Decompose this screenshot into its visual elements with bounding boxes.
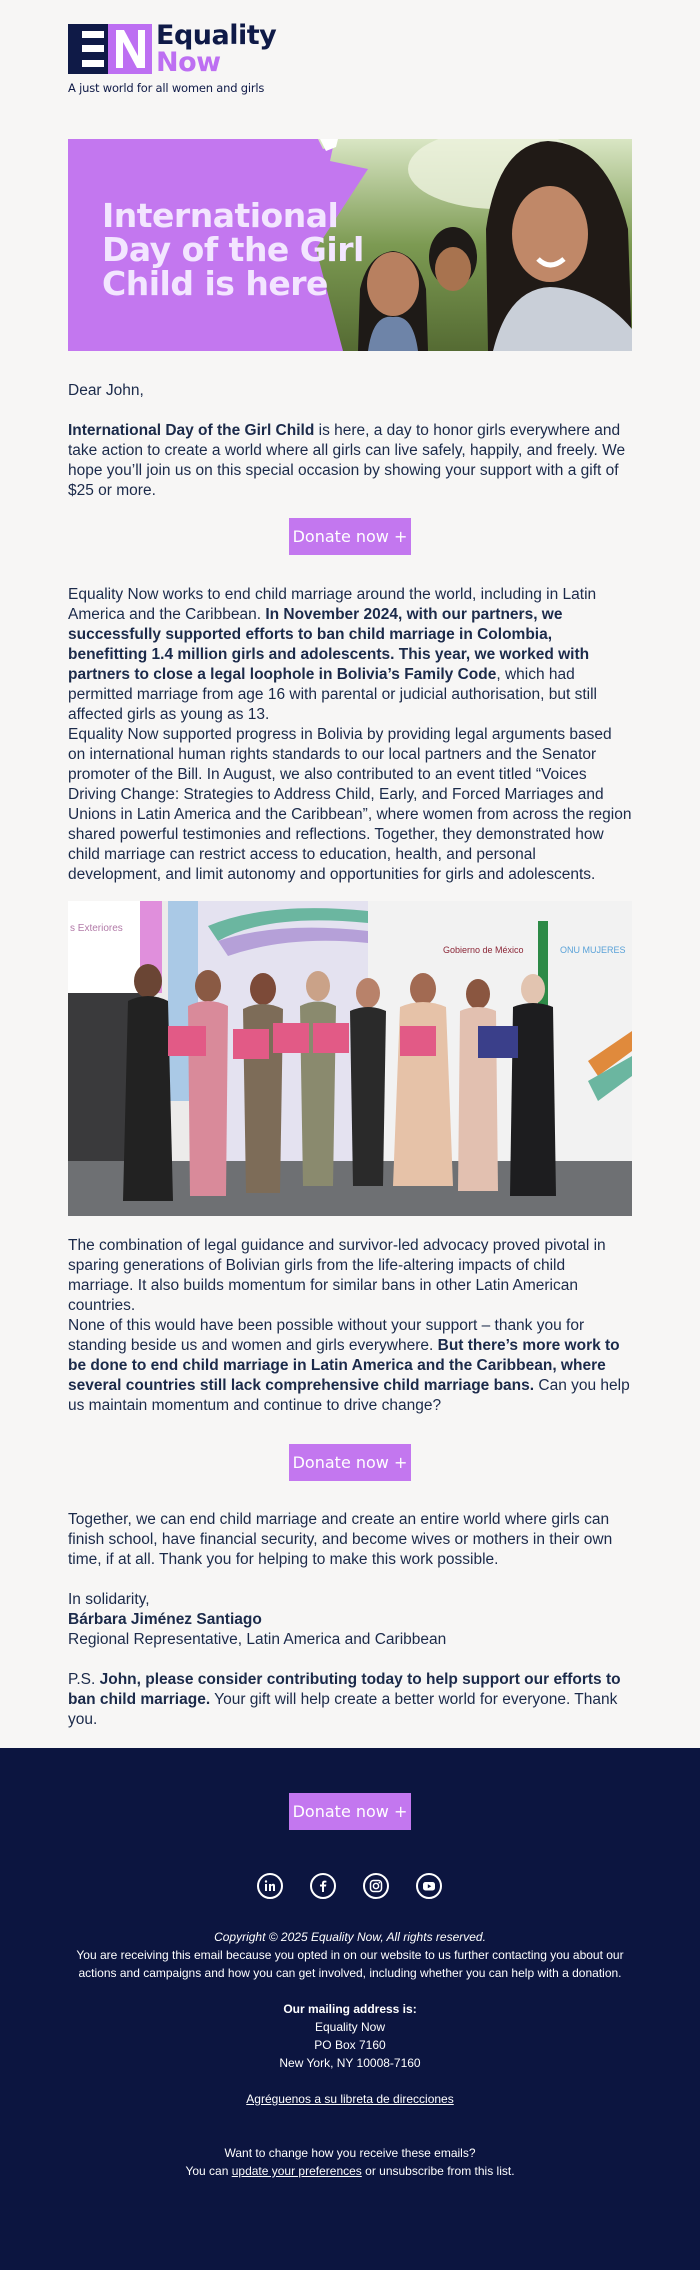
equality-now-logo[interactable] bbox=[68, 20, 328, 98]
p5-bold: But there’s more work to be done to end child marriage in Latin America and the Caribbean, where several countries still lack comprehensive child marriage bans. bbox=[68, 1337, 620, 1394]
add-to-address-book-link[interactable]: Agréguenos a su libreta de direcciones bbox=[246, 2092, 454, 2106]
sign-left-text: s Exteriores bbox=[70, 923, 123, 934]
postscript bbox=[68, 1670, 632, 1730]
prefs-prefix: You can bbox=[185, 2164, 232, 2178]
intro-text: is here, a day to honor girls everywhere and take action to create a world where all girls can live safely, happily, and freely. We hope you’ll join us on this special occasion by showing your support with a gift of $25 or more. bbox=[68, 422, 626, 499]
logo-wordmark bbox=[156, 22, 276, 76]
copyright: Copyright © 2025 Equality Now, All rights reserved. bbox=[214, 1930, 486, 1944]
youtube-icon[interactable] bbox=[416, 1873, 442, 1899]
add-contacts-row bbox=[60, 2090, 640, 2108]
logo-tagline: A just world for all women and girls bbox=[68, 81, 265, 95]
ps-bold: John, please consider contributing today to help support our efforts to ban child marriage. bbox=[68, 1671, 621, 1708]
p2-end: , which had permitted marriage from age 16 with parental or judicial authorisation, but still affected girls as young as 13. bbox=[68, 666, 597, 723]
address-line-1: Equality Now bbox=[314, 2020, 386, 2034]
address-line-3: New York, NY 10008-7160 bbox=[279, 2056, 421, 2070]
intro-paragraph bbox=[68, 421, 632, 501]
logo-word-equality: Equality bbox=[156, 20, 277, 51]
footer bbox=[0, 1748, 700, 2270]
paragraph-bolivia-progress: Equality Now supported progress in Bolivia by providing legal arguments based on international human rights standards to our local partners and the Senator promoter of the Bill. In August, we also contributed to an event titled “Voices Driving Change: Strategies to Address Child, Early, and Forced Marriages and Unions in Latin America and the Caribbean”, where women from across the region shared powerful testimonies and reflections. Together, they demonstrated how child marriage can restrict access to education, health, and personal development, and limit autonomy and opportunities for girls and adolescents. bbox=[68, 726, 632, 883]
ps-prefix: P.S. bbox=[68, 1671, 100, 1688]
preferences-row bbox=[60, 2162, 640, 2180]
p5-intro: None of this would have been possible without your support – thank you for standing beside us and women and girls everywhere. bbox=[68, 1317, 585, 1354]
paragraph-colombia-bolivia bbox=[68, 585, 632, 725]
p5-end: Can you help us maintain momentum and continue to drive change? bbox=[68, 1377, 630, 1414]
mailing-address-heading: Our mailing address is: bbox=[283, 2002, 417, 2016]
instagram-icon[interactable] bbox=[363, 1873, 389, 1899]
sign-onu-text: ONU MUJERES bbox=[560, 945, 626, 955]
linkedin-icon[interactable] bbox=[257, 1873, 283, 1899]
paragraph-support bbox=[68, 1316, 632, 1416]
paragraph-legal-guidance: The combination of legal guidance and survivor-led advocacy proved pivotal in sparing generations of Bolivian girls from the life-altering impacts of child marriage. It also builds momentum for similar bans in other Latin American countries. bbox=[68, 1237, 606, 1314]
p2-bold: In November 2024, with our partners, we successfully supported efforts to ban child marriage in Colombia, benefitting 1.4 million girls and adolescents. This year, we worked with partners to close a legal loophole in Bolivia’s Family Code bbox=[68, 606, 590, 683]
donate-button-2[interactable]: Donate now + bbox=[289, 1444, 411, 1481]
opt-in-notice: You are receiving this email because you opted in on our website to us further contacting you about our actions and campaigns and how you can get involved, including whether you can help with a donation. bbox=[76, 1948, 624, 1980]
paragraph-together: Together, we can end child marriage and create an entire world where girls can finish school, have financial security, and become wives or mothers in their own time, if at all. Thank you for helping to make this work possible. bbox=[68, 1511, 613, 1568]
address-line-2: PO Box 7160 bbox=[314, 2038, 386, 2052]
event-group-photo[interactable] bbox=[68, 901, 632, 1216]
change-emails-question: Want to change how you receive these emails? bbox=[224, 2146, 476, 2160]
p2-intro: Equality Now works to end child marriage around the world, including in Latin America and the Caribbean. bbox=[68, 586, 597, 623]
signer-title: Regional Representative, Latin America and Caribbean bbox=[68, 1631, 447, 1648]
hero-headline-line-3: Child is here bbox=[102, 264, 328, 303]
en-logo-mark-icon bbox=[68, 24, 152, 74]
hero-headline-line-2: Day of the Girl bbox=[102, 230, 364, 269]
hero-headline bbox=[102, 196, 392, 303]
greeting: Dear John, bbox=[68, 382, 144, 399]
donate-button-1[interactable]: Donate now + bbox=[289, 518, 411, 555]
ps-end: Your gift will help create a better world for everyone. Thank you. bbox=[68, 1691, 618, 1728]
sign-mexico-text: Gobierno de México bbox=[443, 945, 524, 955]
signer-name: Bárbara Jiménez Santiago bbox=[68, 1611, 262, 1628]
group-photo-image bbox=[68, 901, 632, 1216]
prefs-suffix: or unsubscribe from this list. bbox=[361, 2164, 515, 2178]
social-links bbox=[0, 1873, 700, 1901]
hero-headline-line-1: International bbox=[102, 196, 339, 235]
hero-banner[interactable] bbox=[68, 139, 632, 351]
facebook-icon[interactable] bbox=[310, 1873, 336, 1899]
footer-donate-button[interactable]: Donate now + bbox=[289, 1793, 411, 1830]
update-preferences-link[interactable]: update your preferences bbox=[231, 2164, 362, 2178]
signoff: In solidarity, bbox=[68, 1591, 150, 1608]
intro-bold: International Day of the Girl Child bbox=[68, 422, 315, 439]
logo-word-now: Now bbox=[156, 47, 221, 78]
